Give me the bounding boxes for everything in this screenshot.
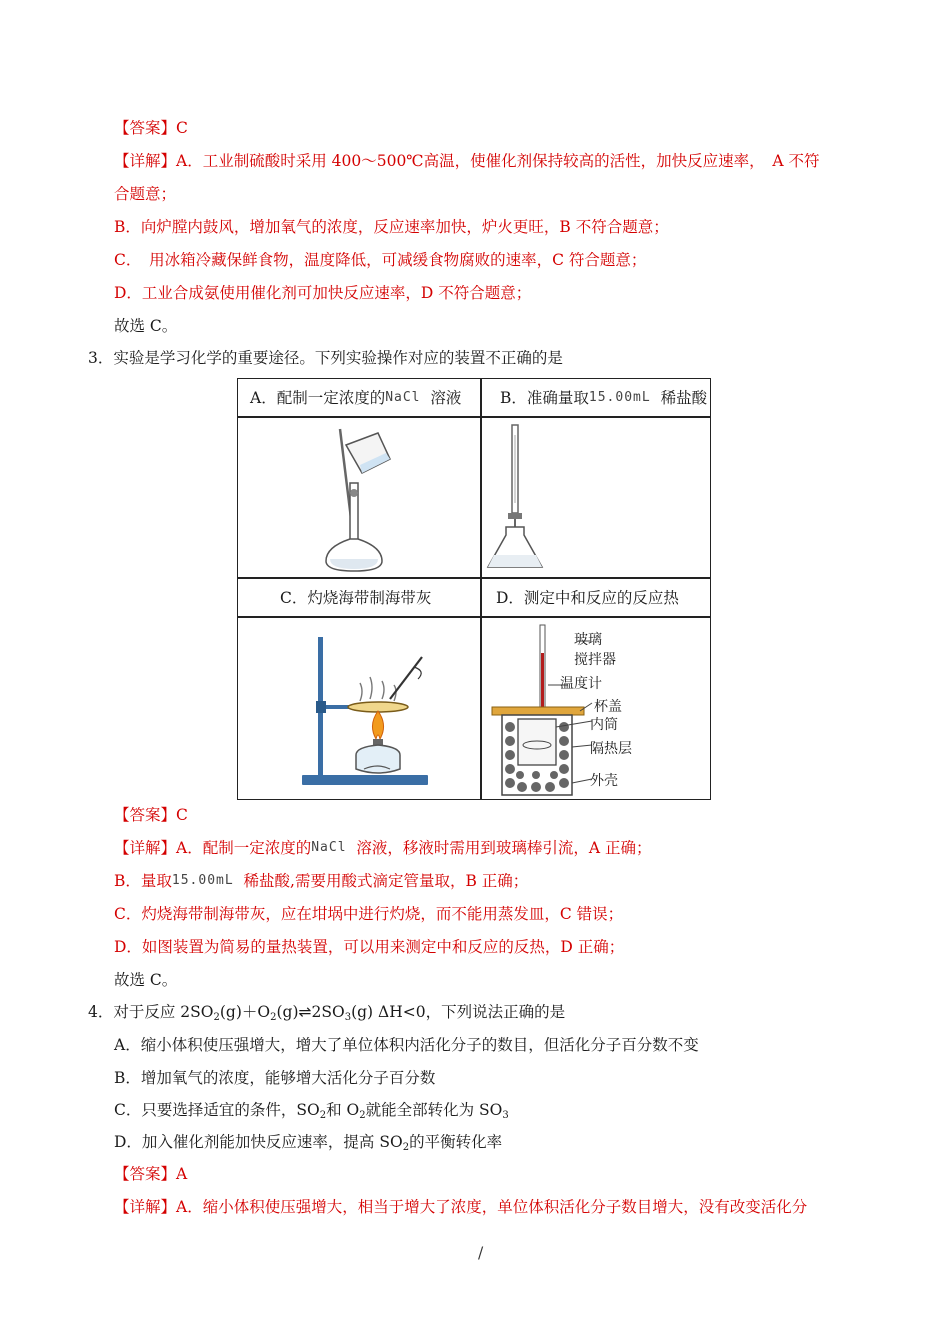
label-lid: 杯盖 — [594, 699, 622, 715]
q2-detail-d: D．工业合成氨使用催化剂可加快反应速率，D 不符合题意； — [114, 284, 532, 302]
q3-detail-d: D．如图装置为简易的量热装置，可以用来测定中和反应的反热，D 正确； — [114, 938, 625, 956]
q3-detail-a: 【详解】A．配制一定浓度的NaCl 溶液，移液时需用到玻璃棒引流，A 正确； — [114, 839, 652, 857]
equilibrium-arrow-icon: ⇌ — [298, 1003, 312, 1021]
q4-option-a: A．缩小体积使压强增大，增大了单位体积内活化分子的数目，但活化分子百分数不变 — [114, 1036, 699, 1054]
q3-stem: 3．实验是学习化学的重要途径。下列实验操作对应的装置不正确的是 — [88, 349, 563, 367]
ironstand-burner-figure — [298, 627, 438, 792]
q3-apparatus-table — [237, 378, 711, 800]
page-mark: / — [478, 1244, 484, 1262]
cell-a-caption: A．配制一定浓度的NaCl 溶液 — [250, 389, 462, 407]
q3-detail-b: B．量取15.00mL 稀盐酸,需要用酸式滴定管量取，B 正确； — [114, 872, 529, 890]
burette-figure — [486, 423, 556, 573]
table-divider-vertical — [480, 379, 482, 799]
q4-stem: 4．对于反应 $2SO_2(g)+O_2(g)\rightleftharpoons 2SO_3(g)$ ΔH<0，下列说法正确的是 — [88, 1003, 566, 1023]
cell-c-caption: C．灼烧海带制海带灰 — [280, 589, 432, 607]
label-insulation: 隔热层 — [590, 741, 632, 757]
q2-detail-a-cont: 合题意； — [114, 185, 177, 203]
q3-detail-c: C．灼烧海带制海带灰，应在坩埚中进行灼烧，而不能用蒸发皿，C 错误； — [114, 905, 624, 923]
label-inner-cylinder: 内筒 — [590, 717, 618, 733]
q4-detail-a: 【详解】A．缩小体积使压强增大，相当于增大了浓度，单位体积活化分子数目增大，没有改变活化分 — [114, 1198, 808, 1216]
q2-detail-c: C． 用冰箱冷藏保鲜食物，温度降低，可减缓食物腐败的速率，C 符合题意； — [114, 251, 647, 269]
label-stirrer: 搅拌器 — [574, 652, 616, 668]
q2-answer: 【答案】C — [114, 119, 188, 137]
q4-option-c: C．只要选择适宜的条件，$SO_2$和 $O_2$就能全部转化为 $SO_3$ — [114, 1101, 509, 1121]
q2-detail-b: B．向炉膛内鼓风，增加氧气的浓度，反应速率加快，炉火更旺，B 不符合题意； — [114, 218, 669, 236]
label-thermometer: 温度计 — [560, 676, 602, 692]
q4-option-b: B．增加氧气的浓度，能够增大活化分子百分数 — [114, 1069, 436, 1087]
q3-conclusion: 故选 C。 — [114, 971, 178, 989]
table-divider-3 — [238, 616, 710, 618]
table-divider-1 — [238, 416, 710, 418]
table-divider-2 — [238, 577, 710, 579]
q2-conclusion: 故选 C。 — [114, 317, 178, 335]
q4-answer: 【答案】A — [114, 1165, 188, 1183]
cell-b-caption: B．准确量取15.00mL 稀盐酸 — [500, 389, 708, 407]
label-glass: 玻璃 — [574, 632, 602, 648]
volumetric-flask-figure — [318, 423, 428, 573]
label-shell: 外壳 — [590, 773, 618, 789]
cell-d-caption: D．测定中和反应的反应热 — [496, 589, 679, 607]
q4-option-d: D．加入催化剂能加快反应速率，提高 $SO_2$的平衡转化率 — [114, 1133, 503, 1153]
q3-answer: 【答案】C — [114, 806, 188, 824]
q2-detail-a: 【详解】A．工业制硫酸时采用 400～500℃高温，使催化剂保持较高的活性，加快反应速率， A 不符 — [114, 152, 820, 170]
